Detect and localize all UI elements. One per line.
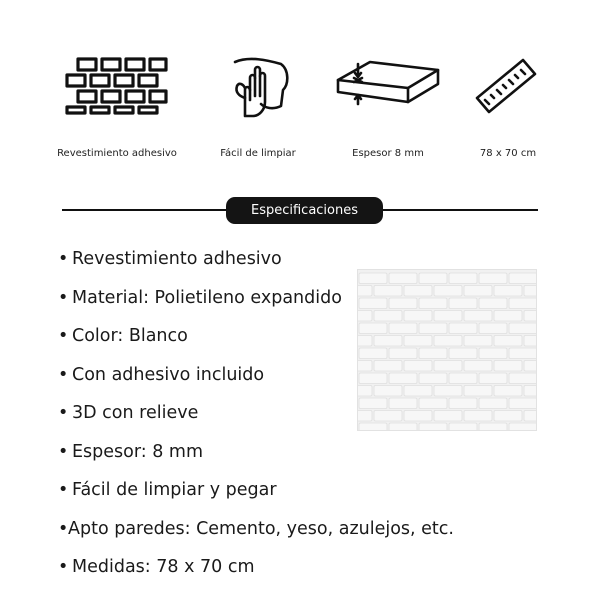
brick (404, 311, 432, 322)
brick (374, 411, 402, 422)
spec-item: • Medidas: 78 x 70 cm (58, 557, 255, 577)
feature-dimensions (433, 56, 583, 166)
brick (524, 386, 537, 397)
feature-label: 78 x 70 cm (479, 148, 537, 159)
brick (434, 286, 462, 297)
brick (524, 361, 537, 372)
brick (374, 311, 402, 322)
brick (479, 423, 507, 431)
brick (358, 311, 372, 322)
spec-item: • Fácil de limpiar y pegar (58, 480, 277, 500)
spec-item: • 3D con relieve (58, 403, 199, 423)
brick (404, 336, 432, 347)
feature-easy-clean (183, 56, 333, 166)
feature-label: Revestimiento adhesivo (57, 148, 177, 159)
brick (389, 398, 417, 409)
spec-item: • Espesor: 8 mm (58, 441, 204, 462)
brick (404, 386, 432, 397)
brick (404, 361, 432, 372)
brick (359, 423, 387, 431)
brick (434, 311, 462, 322)
brick (494, 286, 522, 297)
brick (434, 336, 462, 347)
brick (494, 311, 522, 322)
brick (479, 273, 507, 284)
brick (419, 273, 447, 284)
brick (434, 361, 462, 372)
brick (509, 298, 537, 309)
brick (419, 348, 447, 359)
spec-item: • Material: Polietileno expandido (58, 287, 342, 308)
hand-wiping-icon (183, 56, 333, 126)
brick (449, 373, 477, 384)
feature-label: Espesor 8 mm (352, 148, 424, 159)
brick (419, 298, 447, 309)
brick (449, 298, 477, 309)
brick (359, 323, 387, 334)
brick (509, 273, 537, 284)
brick (404, 411, 432, 422)
brick (359, 273, 387, 284)
product-panel-image (357, 269, 537, 431)
brick (389, 298, 417, 309)
brick (359, 348, 387, 359)
brick (464, 411, 492, 422)
brick (389, 273, 417, 284)
brick (449, 398, 477, 409)
brick (449, 423, 477, 431)
brick (358, 286, 372, 297)
brick (479, 398, 507, 409)
brick-wall-icon (42, 56, 192, 126)
brick (464, 361, 492, 372)
brick (509, 373, 537, 384)
feature-adhesive-cladding (42, 56, 192, 166)
brick-texture (358, 270, 537, 431)
brick (389, 348, 417, 359)
brick (479, 323, 507, 334)
spec-item: •Apto paredes: Cemento, yeso, azulejos, etc. (58, 518, 454, 539)
brick (479, 373, 507, 384)
brick (359, 398, 387, 409)
brick (374, 361, 402, 372)
brick (359, 373, 387, 384)
brick (404, 286, 432, 297)
brick (358, 336, 372, 347)
brick (509, 323, 537, 334)
ruler-icon (433, 56, 583, 126)
brick (434, 411, 462, 422)
brick (419, 423, 447, 431)
brick (509, 398, 537, 409)
feature-label: Fácil de limpiar (220, 148, 296, 159)
brick (449, 323, 477, 334)
brick (494, 411, 522, 422)
brick (419, 323, 447, 334)
brick (464, 336, 492, 347)
section-title: Especificaciones (226, 197, 383, 224)
brick (419, 373, 447, 384)
brick (389, 423, 417, 431)
brick (509, 423, 537, 431)
brick (494, 386, 522, 397)
brick (509, 348, 537, 359)
brick (374, 286, 402, 297)
brick (494, 361, 522, 372)
brick (464, 286, 492, 297)
brick (449, 348, 477, 359)
brick (479, 298, 507, 309)
brick (358, 386, 372, 397)
spec-item: • Revestimiento adhesivo (58, 249, 282, 269)
brick (358, 361, 372, 372)
brick (389, 323, 417, 334)
brick (358, 411, 372, 422)
brick (374, 336, 402, 347)
spec-item: • Con adhesivo incluido (58, 364, 265, 385)
brick (479, 348, 507, 359)
brick (419, 398, 447, 409)
brick (389, 373, 417, 384)
spec-item: • Color: Blanco (58, 326, 188, 346)
brick (464, 311, 492, 322)
brick (374, 386, 402, 397)
brick (524, 336, 537, 347)
brick (494, 336, 522, 347)
brick (524, 286, 537, 297)
brick (464, 386, 492, 397)
brick (449, 273, 477, 284)
brick (524, 311, 537, 322)
brick (524, 411, 537, 422)
brick (359, 298, 387, 309)
brick (434, 386, 462, 397)
